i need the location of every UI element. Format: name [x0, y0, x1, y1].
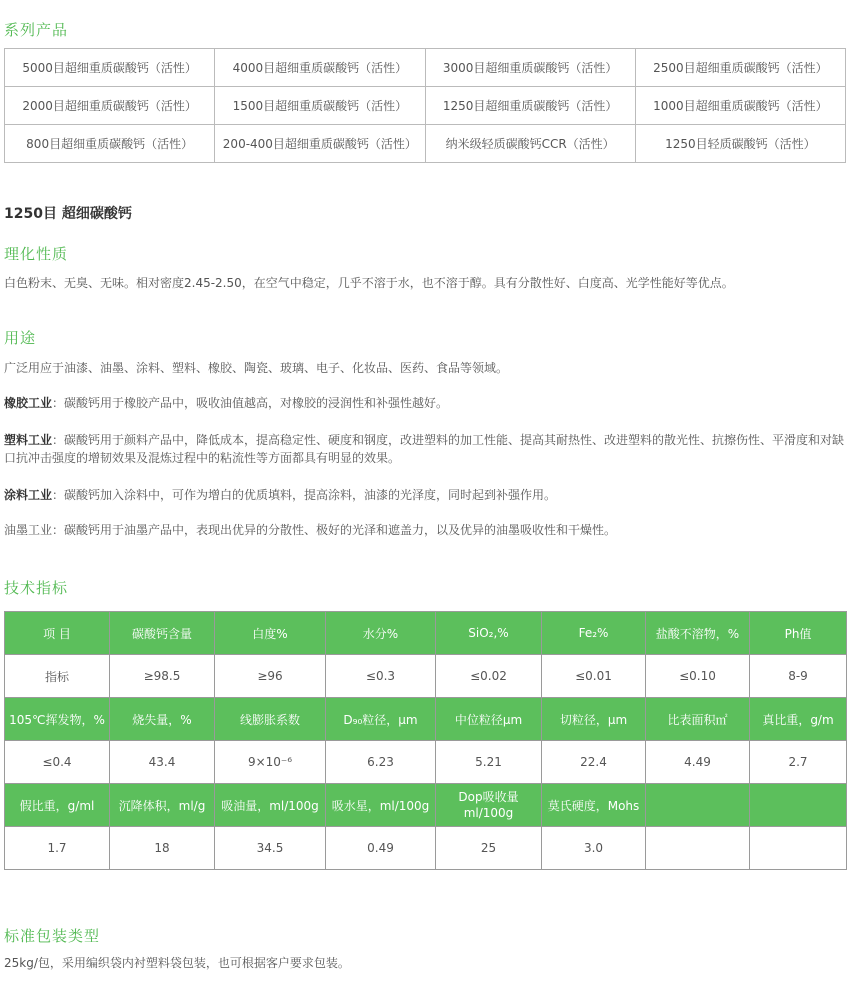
- use-item-plastic: [4, 431, 846, 467]
- spec-title: 技术指标: [4, 579, 69, 597]
- series-cell[interactable]: 1250目轻质碳酸钙（活性）: [635, 125, 845, 163]
- spec-header-cell: 沉降体积，ml/g: [110, 784, 215, 827]
- spec-header-cell: 吸水星，ml/100g: [326, 784, 436, 827]
- spec-value-cell: 1.7: [5, 827, 110, 870]
- spec-header-row: [5, 612, 847, 655]
- series-cell[interactable]: 800目超细重质碳酸钙（活性）: [5, 125, 215, 163]
- spec-header-cell: Fe₂%: [542, 612, 646, 655]
- use-item-coating: [4, 487, 846, 503]
- spec-header-cell: 中位粒径μm: [436, 698, 542, 741]
- packaging-text: 25kg/包，采用编织袋内衬塑料袋包装，也可根据客户要求包装。: [4, 956, 350, 970]
- spec-value-cell: ≤0.10: [646, 655, 750, 698]
- spec-header-cell: 假比重，g/ml: [5, 784, 110, 827]
- spec-value-cell: 22.4: [542, 741, 646, 784]
- spec-value-cell: 2.7: [750, 741, 847, 784]
- series-cell[interactable]: 3000目超细重质碳酸钙（活性）: [425, 49, 635, 87]
- spec-header-cell: 线膨胀系数: [215, 698, 326, 741]
- spec-value-cell: 8-9: [750, 655, 847, 698]
- spec-header-cell: 吸油量，ml/100g: [215, 784, 326, 827]
- series-cell[interactable]: 1500目超细重质碳酸钙（活性）: [215, 87, 425, 125]
- spec-value-cell: 25: [436, 827, 542, 870]
- spec-value-cell: 指标: [5, 655, 110, 698]
- series-cell[interactable]: 2500目超细重质碳酸钙（活性）: [635, 49, 845, 87]
- spec-header-cell: Ph值: [750, 612, 847, 655]
- spec-header-row: [5, 698, 847, 741]
- spec-value-cell: ≤0.02: [436, 655, 542, 698]
- series-title: 系列产品: [4, 21, 69, 39]
- spec-header-cell: 白度%: [215, 612, 326, 655]
- spec-header-cell: 切粒径，μm: [542, 698, 646, 741]
- properties-title: 理化性质: [4, 245, 69, 263]
- spec-value-row: [5, 741, 847, 784]
- spec-value-cell: [646, 827, 750, 870]
- spec-header-cell: Dop吸收量 ml/100g: [436, 784, 542, 827]
- spec-value-row: [5, 655, 847, 698]
- use-item-label: 塑料工业: [4, 433, 53, 447]
- uses-intro: 广泛用应于油漆、油墨、涂料、塑料、橡胶、陶瓷、玻璃、电子、化妆品、医药、食品等领域。: [4, 361, 509, 375]
- spec-value-cell: 4.49: [646, 741, 750, 784]
- spec-value-cell: 0.49: [326, 827, 436, 870]
- spec-value-cell: 43.4: [110, 741, 215, 784]
- spec-header-cell: 莫氏硬度，Mohs: [542, 784, 646, 827]
- spec-value-cell: 34.5: [215, 827, 326, 870]
- spec-value-cell: ≤0.01: [542, 655, 646, 698]
- packaging-title: 标准包装类型: [4, 927, 101, 945]
- spec-value-row: [5, 827, 847, 870]
- spec-value-cell: 5.21: [436, 741, 542, 784]
- use-item-text: ：碳酸钙用于油墨产品中，表现出优异的分散性、极好的光泽和遮盖力，以及优异的油墨吸收性和干燥性。: [52, 523, 617, 537]
- series-cell[interactable]: 2000目超细重质碳酸钙（活性）: [5, 87, 215, 125]
- use-item-text: ：碳酸钙加入涂料中，可作为增白的优质填料，提高涂料，油漆的光泽度，同时起到补强作用。: [52, 488, 557, 502]
- use-item-text: ：碳酸钙用于橡胶产品中，吸收油值越高，对橡胶的浸润性和补强性越好。: [52, 396, 449, 410]
- spec-value-cell: 18: [110, 827, 215, 870]
- spec-value-cell: 3.0: [542, 827, 646, 870]
- spec-value-cell: ≤0.3: [326, 655, 436, 698]
- spec-header-cell: 105℃挥发物，%: [5, 698, 110, 741]
- spec-header-cell: 盐酸不溶物，%: [646, 612, 750, 655]
- use-item-ink: [4, 522, 846, 538]
- use-item-label: 橡胶工业: [4, 396, 53, 410]
- spec-header-cell: 比表面积㎡: [646, 698, 750, 741]
- spec-header-cell: SiO₂,%: [436, 612, 542, 655]
- series-table: [4, 48, 846, 163]
- series-cell[interactable]: 1250目超细重质碳酸钙（活性）: [425, 87, 635, 125]
- spec-header-cell: 真比重，g/m: [750, 698, 847, 741]
- spec-value-cell: ≥98.5: [110, 655, 215, 698]
- spec-header-row: [5, 784, 847, 827]
- series-cell[interactable]: 1000目超细重质碳酸钙（活性）: [635, 87, 845, 125]
- use-item-label: 油墨工业: [4, 523, 53, 537]
- spec-value-cell: ≤0.4: [5, 741, 110, 784]
- spec-header-cell: 烧失量，%: [110, 698, 215, 741]
- spec-header-cell: 碳酸钙含量: [110, 612, 215, 655]
- spec-table: [4, 611, 847, 870]
- use-item-rubber: [4, 395, 846, 411]
- uses-title: 用途: [4, 329, 37, 347]
- spec-value-cell: [750, 827, 847, 870]
- use-item-text: ：碳酸钙用于颜料产品中，降低成本，提高稳定性、硬度和钢度，改进塑料的加工性能、提高其耐热性、改进塑料的散光性、抗擦伤性、平滑度和对缺口抗冲击强度的增韧效果及混炼过程中的粘流性等方面都具有明显的效果。: [4, 433, 845, 465]
- series-cell[interactable]: 4000目超细重质碳酸钙（活性）: [215, 49, 425, 87]
- product-title: 1250目 超细碳酸钙: [4, 206, 132, 222]
- properties-text: 白色粉末、无臭、无味。相对密度2.45-2.50，在空气中稳定，几乎不溶于水，也不溶于醇。具有分散性好、白度高、光学性能好等优点。: [4, 276, 734, 290]
- use-item-label: 涂料工业: [4, 488, 53, 502]
- series-cell[interactable]: 纳米级轻质碳酸钙CCR（活性）: [425, 125, 635, 163]
- spec-value-cell: ≥96: [215, 655, 326, 698]
- spec-value-cell: 9×10⁻⁶: [215, 741, 326, 784]
- spec-header-cell: 水分%: [326, 612, 436, 655]
- series-cell[interactable]: 5000目超细重质碳酸钙（活性）: [5, 49, 215, 87]
- spec-header-cell: 项 目: [5, 612, 110, 655]
- series-cell[interactable]: 200-400目超细重质碳酸钙（活性）: [215, 125, 425, 163]
- spec-header-cell: [750, 784, 847, 827]
- spec-value-cell: 6.23: [326, 741, 436, 784]
- spec-header-cell: [646, 784, 750, 827]
- spec-header-cell: D₉₀粒径，μm: [326, 698, 436, 741]
